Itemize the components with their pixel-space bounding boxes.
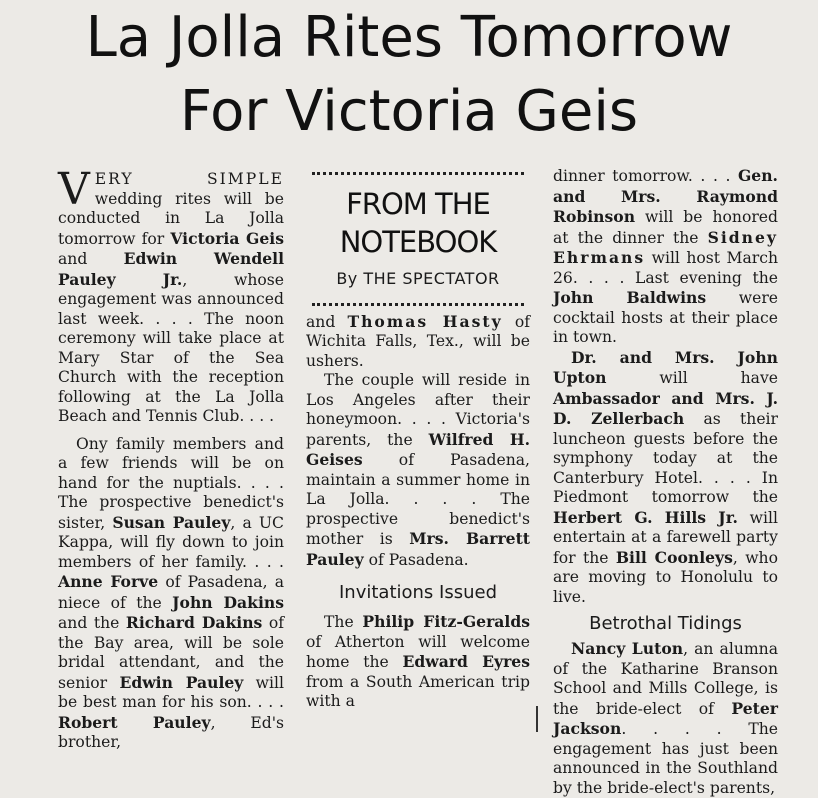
- name: Dr. and Mrs. John Upton: [553, 347, 778, 387]
- name: Sidney Ehrmans: [553, 227, 778, 267]
- name: Wilfred H. Geises: [306, 429, 530, 469]
- name: Victoria Geis: [170, 228, 284, 248]
- name: Herbert G. Hills Jr.: [553, 507, 738, 527]
- drop-cap: V: [58, 164, 90, 215]
- paragraph: The couple will reside in Los Angeles after their honeymoon. . . . Victoria's parents, the Wilfred H. Geises of Pasadena, maintain a summer home in La Jolla. . . . The prospective benedict's mother is Mrs. Barrett Pauley of Pasadena.: [306, 371, 530, 569]
- subheading: Betrothal Tidings: [589, 613, 742, 634]
- name: John Dakins: [172, 592, 284, 612]
- article-column-2: [306, 170, 530, 712]
- paragraph: VERY SIMPLE wedding rites will be conducted in La Jolla tomorrow for Victoria Geis and Edwin Wendell Pauley Jr., whose engagement was announced last week. . . . The noon ceremony will take place at Mary Star of the Sea Church with the reception following at the La Jolla Beach and Tennis Club. . . .: [58, 164, 285, 425]
- paragraph: The Philip Fitz-Geralds of Atherton will welcome home the Edward Eyres from a South American trip with a: [306, 612, 530, 710]
- name: Edwin Pauley: [119, 672, 244, 692]
- name: Anne Forve: [58, 572, 159, 591]
- article-column-3: [553, 166, 778, 798]
- name: John Baldwins: [553, 288, 707, 307]
- column-rule: [536, 706, 538, 732]
- paragraph: Nancy Luton, an alumna of the Katharine Branson School and Mills College, is the bride-elect of Peter Jackson. . . . The engagement has just been announced in the Southland by the bride-elect's parents,: [553, 639, 778, 797]
- name: Philip Fitz-Geralds: [362, 612, 530, 631]
- name: Thomas Hasty: [347, 311, 503, 331]
- name: Edward Eyres: [402, 652, 530, 671]
- paragraph: Dr. and Mrs. John Upton will have Ambassador and Mrs. J. D. Zellerbach as their luncheon guests before the symphony today at the Canterbury Hotel. . . . In Piedmont tomorrow the Herbert G. Hills Jr. will entertain at a farewell party for the Bill Coonleys, who are moving to Honolulu to live.: [553, 347, 778, 606]
- column-title: FROM THE NOTEBOOK: [339, 187, 497, 259]
- dotted-rule: [312, 172, 524, 175]
- name: Bill Coonleys: [615, 547, 733, 567]
- name: Susan Pauley: [112, 512, 231, 532]
- name: Edwin Wendell Pauley Jr.: [58, 249, 285, 289]
- dotted-rule: [312, 303, 524, 306]
- paragraph: and Thomas Hasty of Wichita Falls, Tex., will be ushers.: [306, 311, 530, 370]
- headline-line-1: La Jolla Rites Tomorrow: [85, 5, 733, 70]
- name: Nancy Luton: [571, 639, 684, 658]
- name: Robert Pauley: [58, 712, 211, 732]
- name: Richard Dakins: [125, 613, 263, 632]
- name: Gen. and Mrs. Raymond Robinson: [553, 166, 778, 226]
- headline-line-2: For Victoria Geis: [179, 79, 639, 144]
- name: Peter Jackson: [553, 698, 778, 738]
- name: Ambassador and Mrs. J. D. Zellerbach: [553, 388, 778, 428]
- article-column-1: [58, 164, 285, 753]
- name: Mrs. Barrett Pauley: [306, 529, 530, 569]
- subheading: Invitations Issued: [338, 582, 497, 603]
- paragraph: dinner tomorrow. . . . Gen. and Mrs. Raymond Robinson will be honored at the dinner the Sidney Ehrmans will host March 26. . . . Last evening the John Baldwins were cocktail hosts at their place in town.: [553, 166, 778, 346]
- paragraph: Ony family members and a few friends will be on hand for the nuptials. . . . The prospective benedict's sister, Susan Pauley, a UC Kappa, will fly down to join members of her family. . . . Anne Forve of Pasadena, a niece of the John Dakins and the Richard Dakins of the Bay area, will be sole bridal attendant, and the senior Edwin Pauley will be best man for his son. . . . Robert Pauley, Ed's brother,: [58, 434, 284, 751]
- byline: By THE SPECTATOR: [336, 269, 500, 288]
